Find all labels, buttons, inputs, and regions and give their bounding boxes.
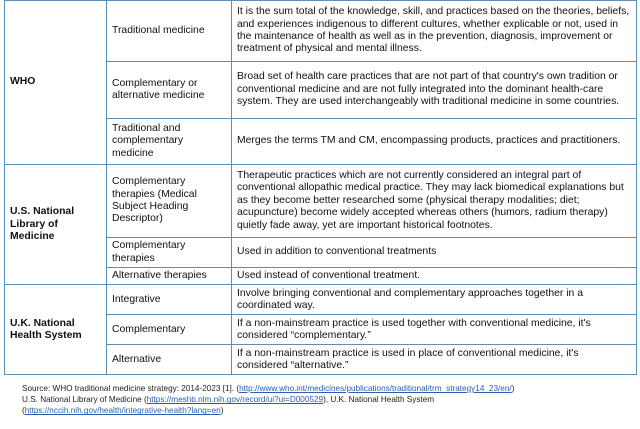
- term-cell: Traditional medicine: [107, 1, 232, 62]
- definition-cell: Broad set of health care practices that are not part of that country's own tradition or conventional medicine and are not fully integrated into the dominant health-care system. They are used interchangeably with traditional medicine in some countries.: [232, 62, 637, 119]
- term-cell: Complementary or alternative medicine: [107, 62, 232, 119]
- term-cell: Integrative: [107, 285, 232, 315]
- nccih-link[interactable]: https://nccih.nih.gov/health/integrative-health?lang=en: [24, 406, 221, 416]
- definition-cell: Used instead of conventional treatment.: [232, 268, 637, 285]
- source-paren-open: (: [22, 406, 25, 416]
- org-nlm: U.S. National Library of Medicine: [5, 165, 107, 285]
- mesh-record-link[interactable]: https://meshb.nlm.nih.gov/record/ui?ui=D000529: [146, 395, 324, 405]
- source-paren-close: ): [511, 384, 515, 393]
- org-uk: U.K. National Health System: [5, 285, 107, 375]
- source-prefix: Source: WHO traditional medicine strategy: 2014-2023 [1]. (: [22, 384, 240, 393]
- term-cell: Complementary therapies: [107, 238, 232, 268]
- definition-cell: Merges the terms TM and CM, encompassing products, practices and practitioners.: [232, 119, 637, 165]
- term-cell: Complementary therapies (Medical Subject Heading Descriptor): [107, 165, 232, 238]
- definition-cell: If a non-mainstream practice is used in place of conventional medicine, it's considered “alternative.”: [232, 345, 637, 375]
- definition-cell: Involve bringing conventional and complementary approaches together in a coordinated way.: [232, 285, 637, 315]
- table-row: [5, 165, 637, 238]
- definition-cell: It is the sum total of the knowledge, skill, and practices based on the theories, beliefs, and experiences indigenous to different cultures, whether explicable or not, used in the maintenance of health as well as in the prevention, diagnosis, improvement or treatment of physical and mental illness.: [232, 1, 637, 62]
- who-strategy-link[interactable]: http://www.who.int/medicines/publications/traditional/trm_strategy14_23/en/: [239, 384, 512, 393]
- definitions-table: [4, 0, 637, 375]
- table-row: [5, 285, 637, 315]
- uk-source-text: ), U.K. National Health System: [323, 395, 435, 405]
- definition-cell: Therapeutic practices which are not currently considered an integral part of conventional allopathic medical practice. They may lack biomedical explanations but as they become better researched some (physical therapy modalities; diet; acupuncture) become widely accepted whereas others (humors, radium therapy) quietly fade away, yet are important historical footnotes.: [232, 165, 637, 238]
- term-cell: Alternative therapies: [107, 268, 232, 285]
- nlm-source-text: U.S. National Library of Medicine (: [22, 395, 147, 405]
- source-paren-close-2: ): [220, 406, 224, 416]
- term-cell: Traditional and complementary medicine: [107, 119, 232, 165]
- table-row: [5, 1, 637, 62]
- definition-cell: Used in addition to conventional treatments: [232, 238, 637, 268]
- definition-cell: If a non-mainstream practice is used together with conventional medicine, it's considered “complementary.”: [232, 315, 637, 345]
- term-cell: Complementary: [107, 315, 232, 345]
- term-cell: Alternative: [107, 345, 232, 375]
- source-note: [22, 383, 632, 417]
- org-who: WHO: [5, 1, 107, 165]
